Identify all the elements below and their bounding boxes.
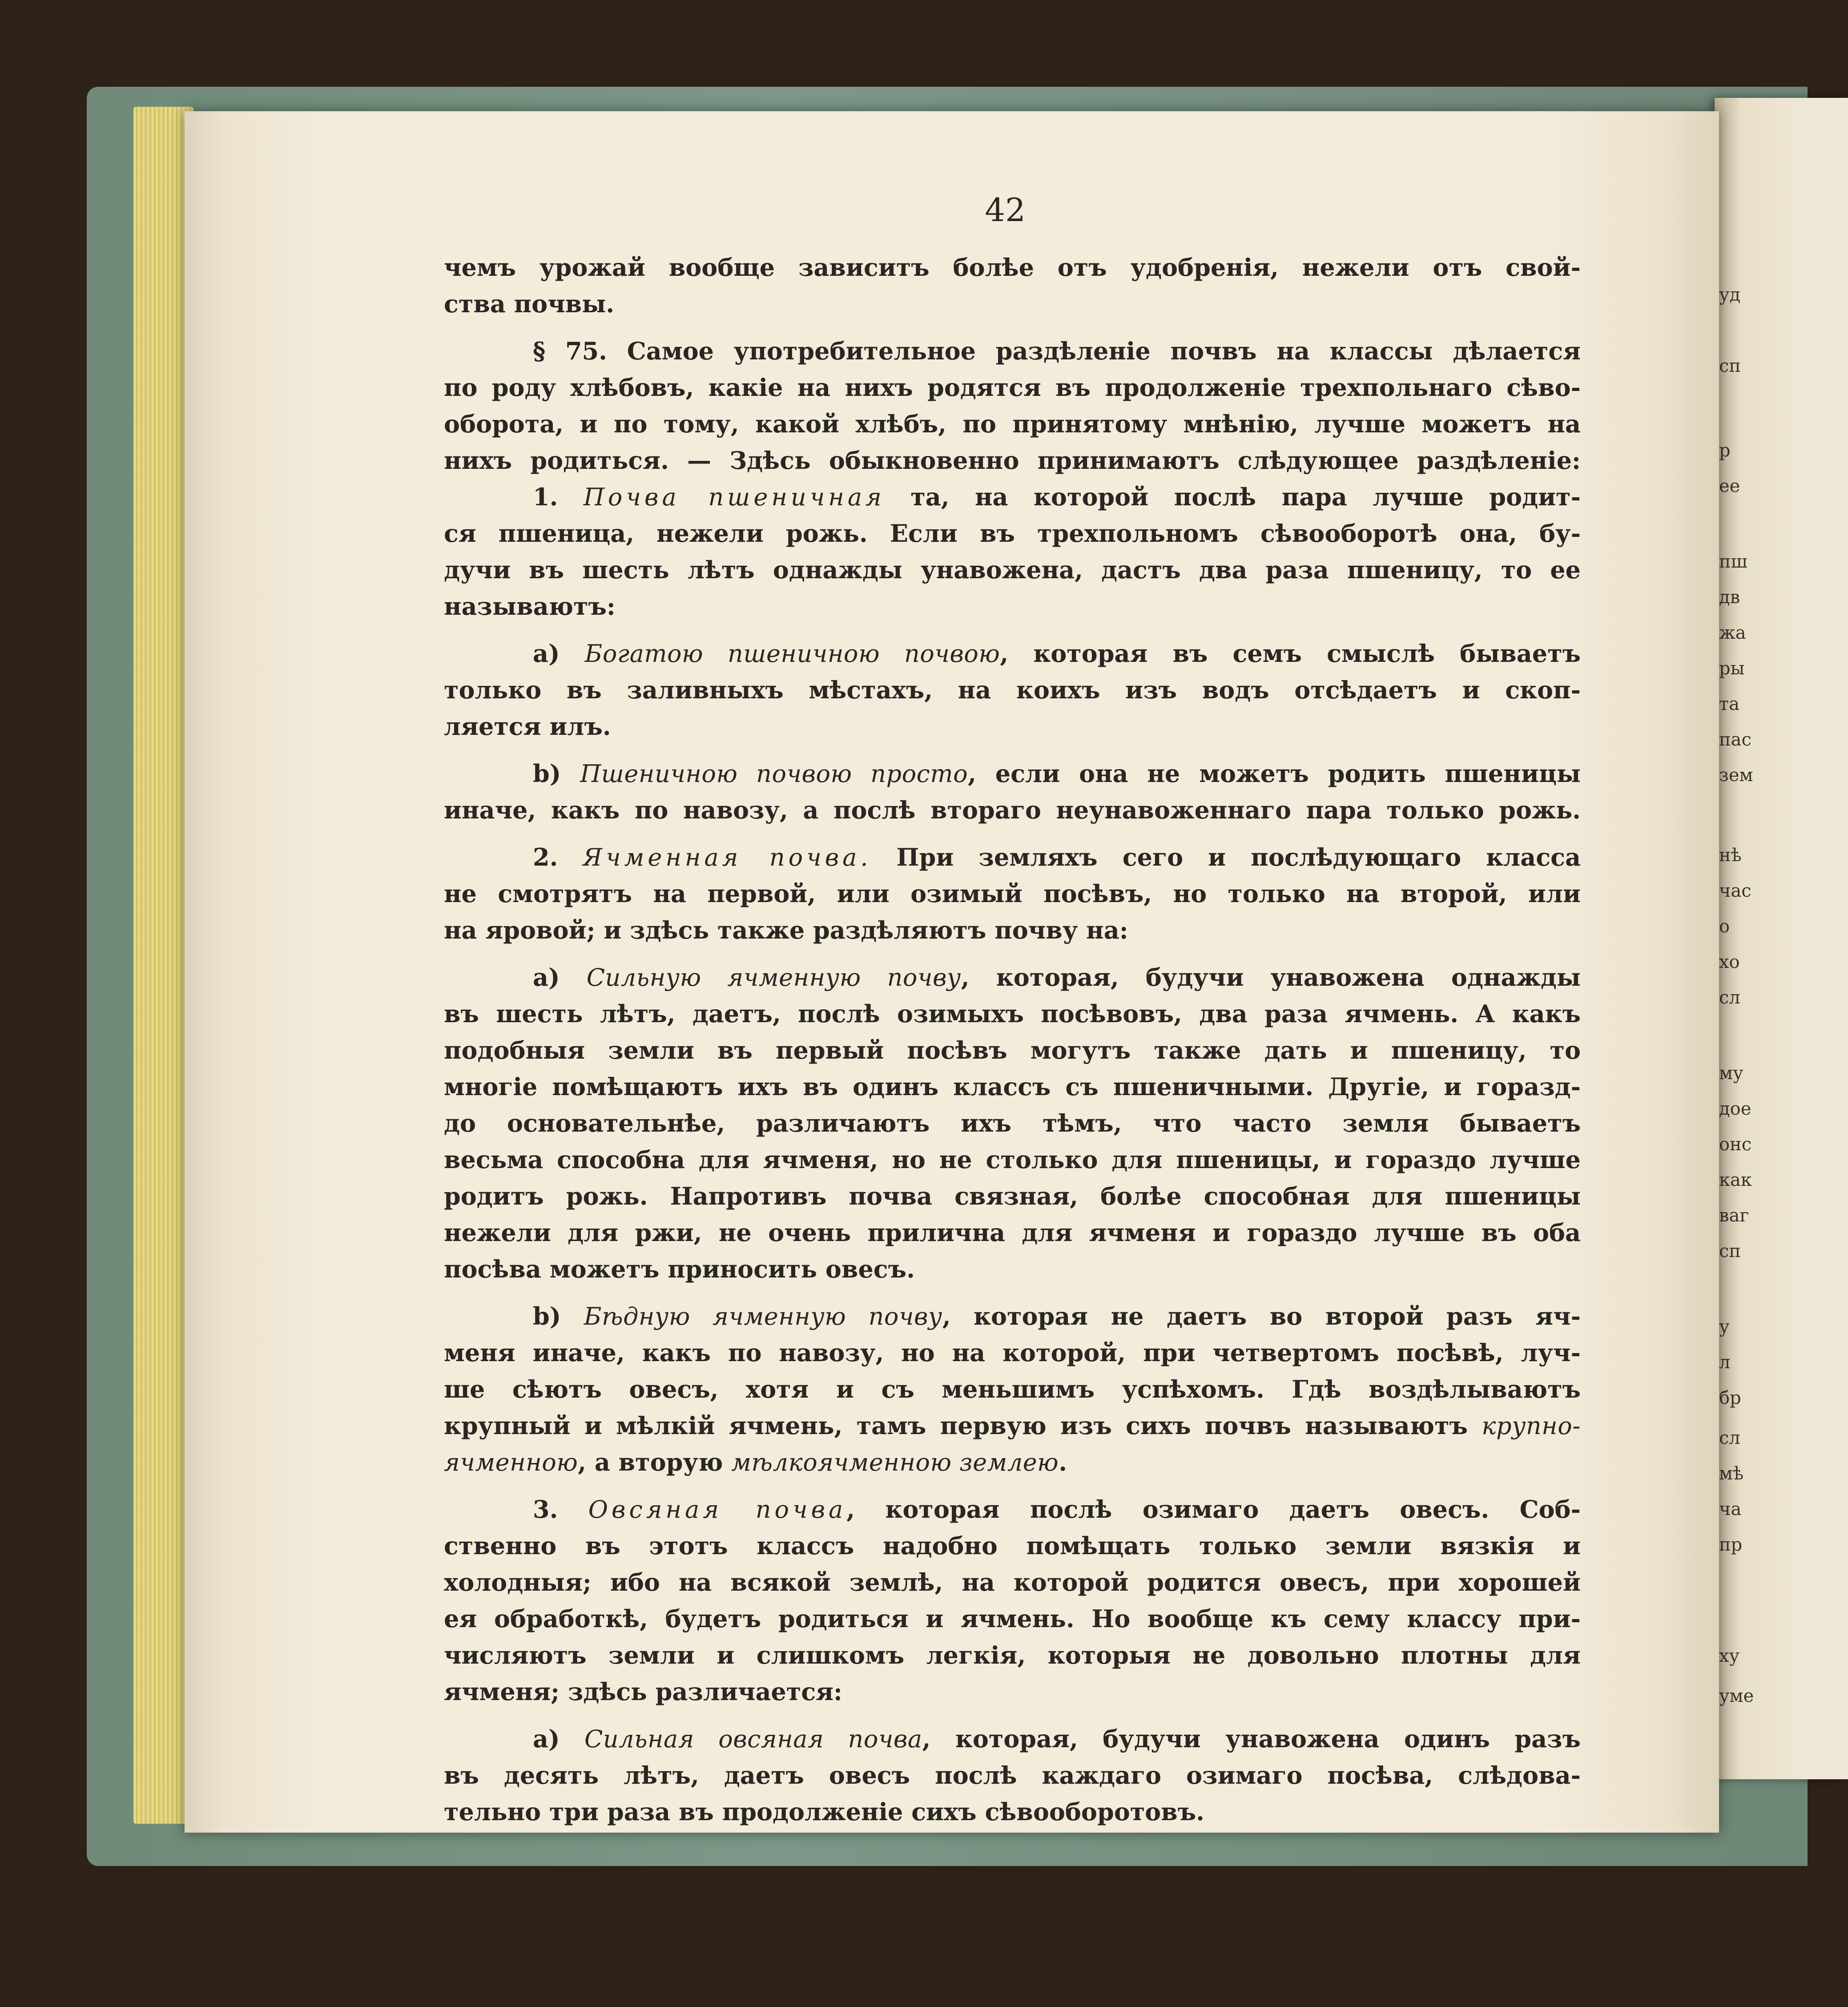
text-line: весьма способна для ячменя, но не столько для пшеницы, и гораздо лучше (444, 1145, 1581, 1174)
text-line: въ шесть лѣтъ, даетъ, послѣ озимыхъ посѣвовъ, два раза ячмень. А какъ (444, 999, 1581, 1028)
text-line: по роду хлѣбовъ, какіе на нихъ родятся въ продолженіе трехпольнаго сѣво- (444, 373, 1581, 402)
emphasis: крупно- (1482, 1412, 1581, 1440)
text-line: холодныя; ибо на всякой землѣ, на которой родится овесъ, при хорошей (444, 1568, 1581, 1596)
emphasis: Овсяная почва (588, 1495, 847, 1523)
text-line: a) Сильная овсяная почва, которая, будучи унавожена одинъ разъ (533, 1725, 1581, 1753)
text-line: a) Сильную ячменную почву, которая, будучи унавожена однажды (533, 963, 1581, 991)
text-line: только въ заливныхъ мѣстахъ, на коихъ изъ водъ отсѣдаетъ и скоп- (444, 676, 1581, 704)
text-line: тельно три раза въ продолженіе сихъ сѣвооборотовъ. (444, 1797, 1204, 1826)
text-line: подобныя земли въ первый посѣвъ могутъ также дать и пшеницу, то (444, 1036, 1581, 1064)
text-line: посѣва можетъ приносить овесъ. (444, 1255, 915, 1283)
text-line: нихъ родиться. — Здѣсь обыкновенно принимаютъ слѣдующее раздѣленіе: (444, 446, 1581, 475)
margin-fragment: как (1719, 1170, 1752, 1190)
margin-fragment: онс (1719, 1134, 1752, 1155)
emphasis: Почва пшеничная (583, 483, 885, 511)
facing-page-edge (1715, 98, 1848, 1779)
text-line: до основательнѣе, различаютъ ихъ тѣмъ, что часто земля бываетъ (444, 1109, 1581, 1137)
margin-fragment: пас (1719, 729, 1751, 750)
margin-fragment: хо (1719, 952, 1740, 972)
text-line: 1. Почва пшеничная та, на которой послѣ пара лучше родит- (533, 483, 1581, 511)
margin-fragment: пр (1719, 1535, 1743, 1555)
text-line: b) Бѣдную ячменную почву, которая не даетъ во второй разъ яч- (533, 1302, 1581, 1330)
margin-fragment: р (1719, 440, 1731, 461)
text-line: въ десять лѣтъ, даетъ овесъ послѣ каждаго озимаго посѣва, слѣдова- (444, 1761, 1581, 1789)
emphasis: ячменною (444, 1448, 578, 1476)
emphasis: Сильную ячменную почву (586, 963, 961, 991)
margin-fragment: уд (1719, 285, 1741, 305)
text-line: называютъ: (444, 592, 616, 621)
margin-fragment: дв (1719, 587, 1740, 608)
page-number: 42 (985, 191, 1026, 229)
margin-fragment: та (1719, 694, 1739, 714)
text-line: дучи въ шесть лѣтъ однажды унавожена, дастъ два раза пшеницу, то ее (444, 556, 1581, 584)
text-line: оборота, и по тому, какой хлѣбъ, по принятому мнѣнію, лучше можетъ на (444, 410, 1581, 438)
margin-fragment: ху (1719, 1646, 1740, 1666)
text-line: a) Богатою пшеничною почвою, которая въ семъ смыслѣ бываетъ (533, 639, 1581, 668)
margin-fragment: ваг (1719, 1205, 1749, 1226)
text-line: меня иначе, какъ по навозу, но на которой, при четвертомъ посѣвѣ, луч- (444, 1338, 1581, 1367)
margin-fragment: ры (1719, 658, 1745, 679)
margin-fragment: мѣ (1719, 1463, 1744, 1484)
text-line: 2. Ячменная почва. При земляхъ сего и послѣдующаго класса (533, 843, 1581, 871)
text-line: ляется илъ. (444, 712, 611, 741)
margin-fragment: жа (1719, 623, 1746, 643)
text-line: ше сѣютъ овесъ, хотя и съ меньшимъ успѣхомъ. Гдѣ воздѣлываютъ (444, 1375, 1581, 1403)
text-line: родитъ рожь. Напротивъ почва связная, болѣе способная для пшеницы (444, 1182, 1581, 1210)
text-line: ея обработкѣ, будетъ родиться и ячмень. Но вообще къ сему классу при- (444, 1604, 1581, 1633)
text-line: крупный и мѣлкій ячмень, тамъ первую изъ сихъ почвъ называютъ крупно- (444, 1411, 1581, 1440)
text-line: иначе, какъ по навозу, а послѣ втораго неунавоженнаго пара только рожь. (444, 796, 1581, 824)
text-line: ственно въ этотъ классъ надобно помѣщать только земли вязкія и (444, 1531, 1581, 1560)
margin-fragment: ча (1719, 1499, 1742, 1519)
margin-fragment: уме (1719, 1686, 1754, 1706)
margin-fragment: о (1719, 916, 1730, 937)
text-line: ся пшеница, нежели рожь. Если въ трехпольномъ сѣвооборотѣ она, бу- (444, 519, 1581, 548)
margin-fragment: час (1719, 881, 1751, 901)
emphasis: Ячменная почва. (583, 843, 872, 871)
text-line: нежели для ржи, не очень прилична для ячменя и гораздо лучше въ оба (444, 1218, 1581, 1247)
text-line: b) Пшеничною почвою просто, если она не можетъ родить пшеницы (533, 759, 1581, 788)
margin-fragment: зем (1719, 765, 1753, 786)
text-line: 3. Овсяная почва, которая послѣ озимаго даетъ овесъ. Соб- (533, 1495, 1581, 1523)
page-text (444, 249, 1581, 1830)
margin-fragment: сл (1719, 1428, 1740, 1448)
emphasis: мѣлкоячменною землею (731, 1448, 1059, 1476)
text-line: ячменя; здѣсь различается: (444, 1677, 842, 1706)
text-line: многіе помѣщаютъ ихъ въ одинъ классъ съ пшеничными. Другіе, и горазд- (444, 1072, 1581, 1101)
text-line: ства почвы. (444, 290, 615, 318)
text-line: ячменною, а вторую мѣлкоячменною землею. (444, 1448, 1067, 1476)
margin-fragment: дое (1719, 1099, 1751, 1119)
margin-fragment: нѣ (1719, 845, 1742, 866)
emphasis: Сильная овсяная почва (584, 1725, 922, 1753)
margin-fragment: пш (1719, 552, 1747, 572)
text-line: числяютъ земли и слишкомъ легкія, которыя не довольно плотны для (444, 1641, 1581, 1669)
text-line: чемъ урожай вообще зависитъ болѣе отъ удобренія, нежели отъ свой- (444, 253, 1581, 282)
margin-fragment: му (1719, 1063, 1743, 1084)
margin-fragment: л (1719, 1352, 1731, 1373)
emphasis: Бѣдную ячменную почву (584, 1302, 942, 1330)
emphasis: Богатою пшеничною почвою (584, 640, 1000, 668)
margin-fragment: бр (1719, 1388, 1741, 1408)
margin-fragment: сл (1719, 987, 1740, 1008)
emphasis: Пшеничною почвою просто (580, 760, 968, 788)
margin-fragment: сп (1719, 1241, 1741, 1261)
text-line: на яровой; и здѣсь также раздѣляютъ почву на: (444, 916, 1128, 944)
margin-fragment: у (1719, 1317, 1730, 1337)
margin-fragment: ее (1719, 476, 1740, 496)
text-line: § 75. Самое употребительное раздѣленіе почвъ на классы дѣлается (533, 337, 1581, 365)
margin-fragment: сп (1719, 356, 1741, 376)
text-line: не смотрятъ на первой, или озимый посѣвъ, но только на второй, или (444, 879, 1581, 908)
